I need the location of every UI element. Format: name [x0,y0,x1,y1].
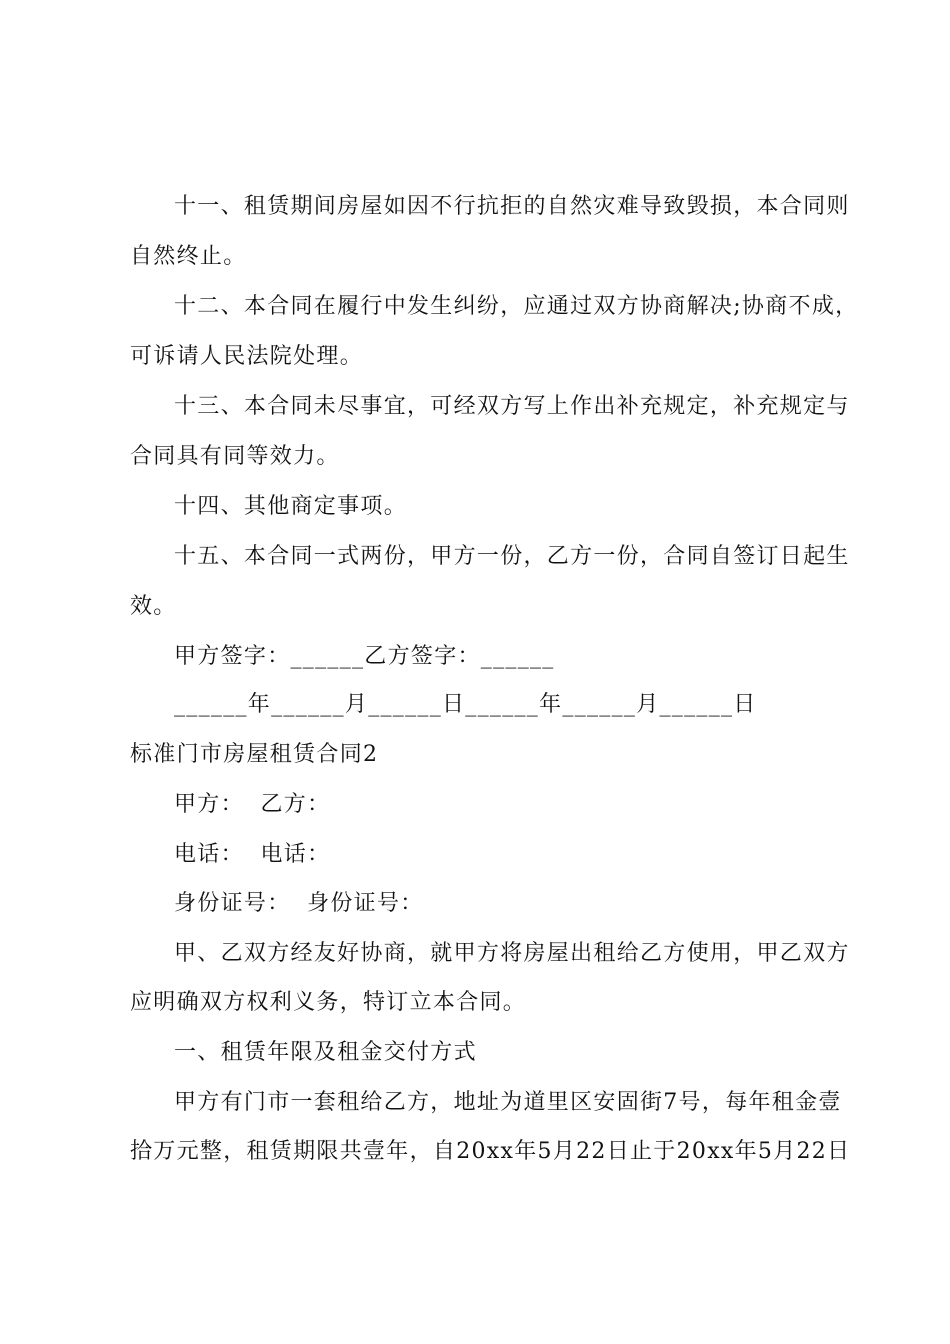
preamble-line-2: 应明确双方权利义务，特订立本合同。 [130,990,527,1015]
signature-line: 甲方签字：______乙方签字：______ [174,644,555,669]
section-1-line-2: 拾万元整，租赁期限共壹年，自20xx年5月22日止于20xx年5月22日 [130,1139,851,1164]
clause-15-line-2: 效。 [130,594,177,619]
clause-11-line-1: 十一、租赁期间房屋如因不行抗拒的自然灾难导致毁损，本合同则 [174,194,850,219]
preamble-line-1: 甲、乙双方经友好协商，就甲方将房屋出租给乙方使用，甲乙双方 [174,941,850,966]
party-names: 甲方： 乙方： [174,792,331,817]
clause-11-line-2: 自然终止。 [130,244,247,269]
clause-12-line-1: 十二、本合同在履行中发生纠纷，应通过双方协商解决;协商不成， [174,294,859,319]
contract-2-title: 标准门市房屋租赁合同2 [130,742,379,767]
clause-13-line-1: 十三、本合同未尽事宜，可经双方写上作出补充规定，补充规定与 [174,394,850,419]
clause-13-line-2: 合同具有同等效力。 [130,444,340,469]
party-phones: 电话： 电话： [174,842,331,867]
clause-14: 十四、其他商定事项。 [174,494,408,519]
clause-12-line-2: 可诉请人民法院处理。 [130,344,364,369]
section-1-heading: 一、租赁年限及租金交付方式 [174,1040,477,1065]
clause-15-line-1: 十五、本合同一式两份，甲方一份，乙方一份，合同自签订日起生 [174,544,850,569]
section-1-line-1: 甲方有门市一套租给乙方，地址为道里区安固街7号，每年租金壹 [174,1090,842,1115]
party-id-numbers: 身份证号： 身份证号： [174,891,424,916]
date-line: ______年______月______日______年______月______日 [174,692,757,717]
